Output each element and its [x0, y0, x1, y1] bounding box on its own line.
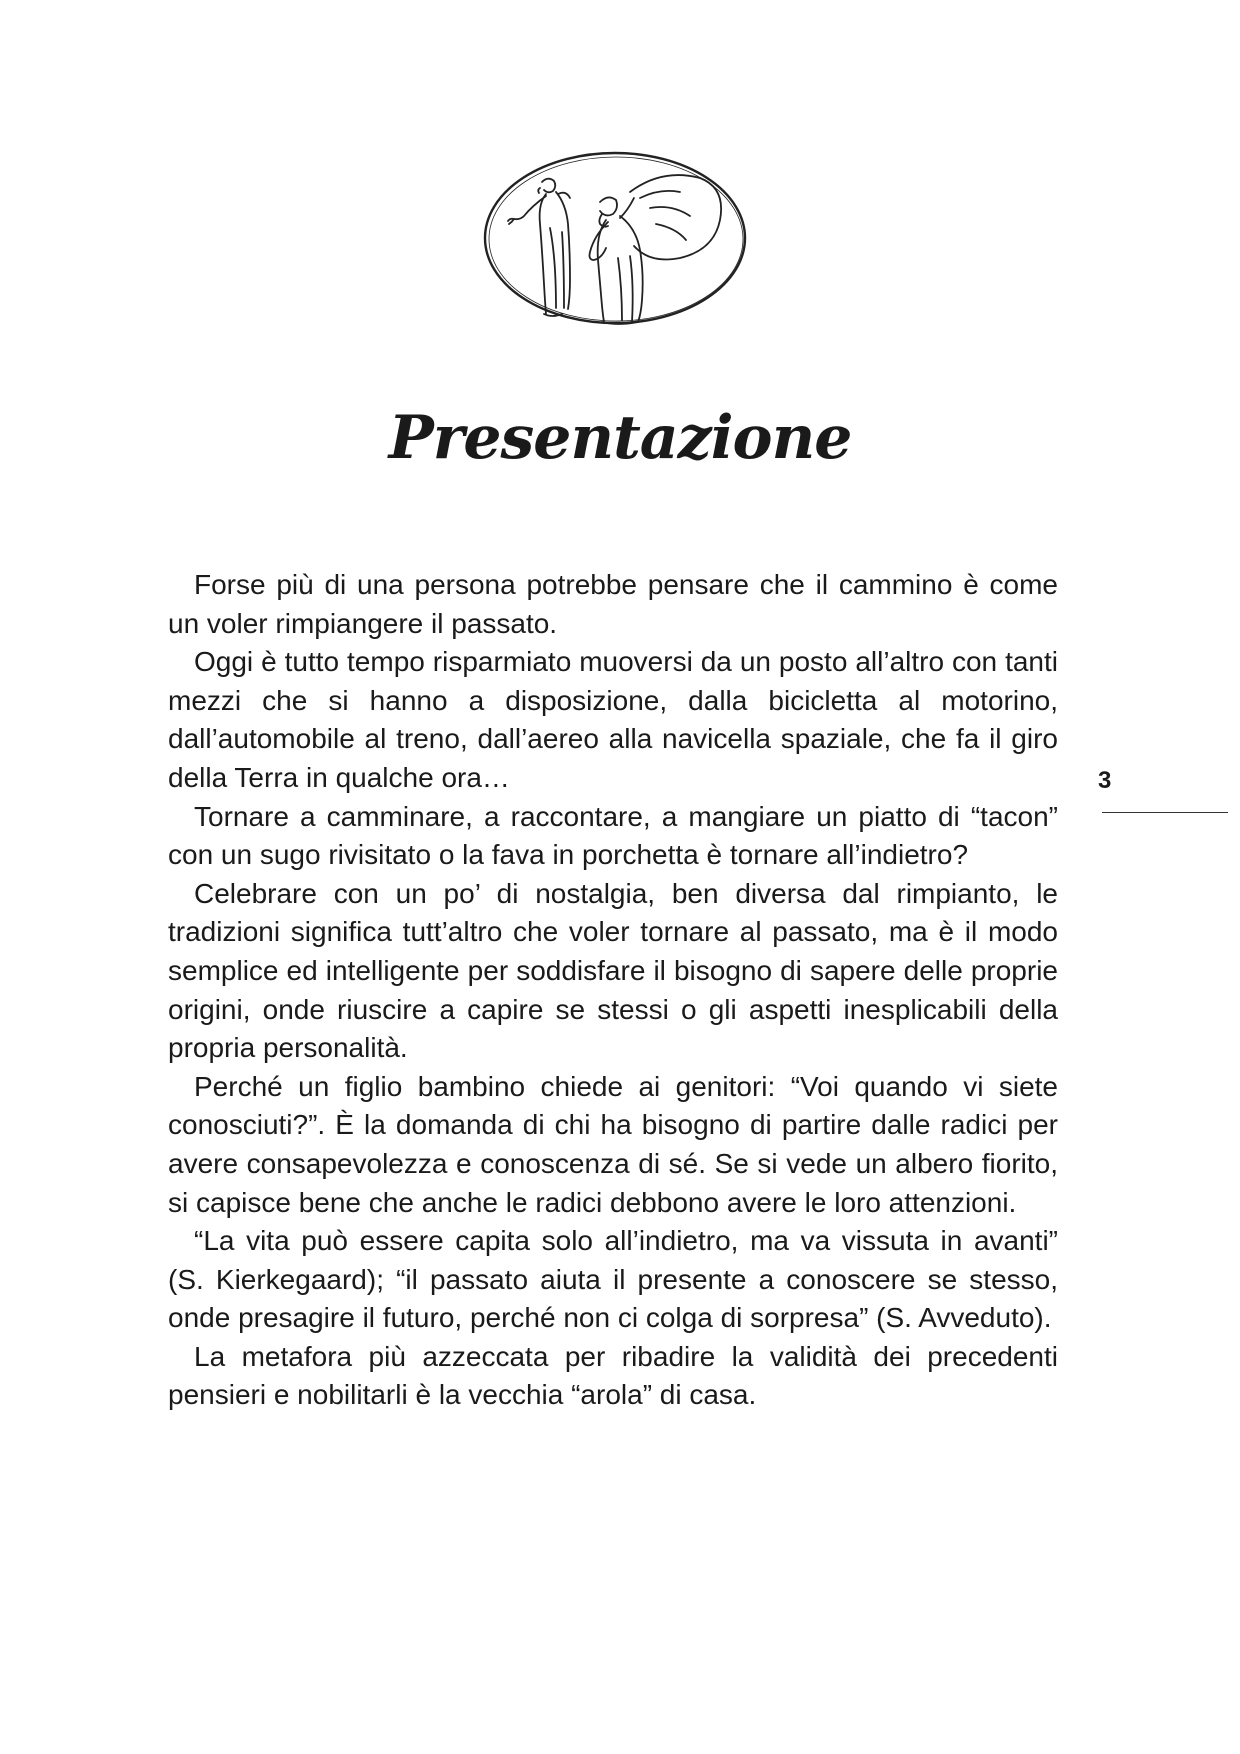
- paragraph: Forse più di una persona potrebbe pensare che il cammino è come un voler rimpiangere il passato.: [168, 569, 1058, 639]
- paragraph: Tornare a camminare, a raccontare, a mangiare un piatto di “tacon” con un sugo rivisitato o la fava in porchetta è tornare all’indietro?: [168, 800, 1058, 871]
- paragraph: Perché un figlio bambino chiede ai genitori: “Voi quando vi siete conosciuti?”. È la domanda di chi ha bisogno di partire dalle radici per avere consapevolezza e conoscenza di sé. Se si vede un albero fiorito, si capisce bene che anche le radici debbono avere le loro attenzioni.: [168, 1070, 1058, 1218]
- paragraph: Oggi è tutto tempo risparmiato muoversi da un posto all’altro con tanti mezzi che si hanno a disposizione, dalla bicicletta al motorino, dall’automobile al treno, dall’aereo alla navicella spaziale, che fa il giro della Terra in qualche ora…: [168, 646, 1058, 793]
- page-number-rule: [1102, 812, 1228, 813]
- body-text: [168, 566, 1058, 1415]
- pilgrims-illustration-icon: [480, 148, 750, 328]
- paragraph: “La vita può essere capita solo all’indietro, ma va vissuta in avanti” (S. Kierkegaard); “il passato aiuta il presente a conoscere se stesso, onde presagire il futuro, perché non ci colga di sorpresa” (S. Avveduto).: [168, 1225, 1058, 1334]
- page-number: 3: [1098, 767, 1112, 794]
- paragraph: Celebrare con un po’ di nostalgia, ben diversa dal rimpianto, le tradizioni significa tutt’altro che voler tornare al passato, ma è il modo semplice ed intelligente per soddisfare il bisogno di sapere delle proprie origini, onde riuscire a capire se stessi o gli aspetti inesplicabili della propria personalità.: [168, 877, 1058, 1064]
- page-title: Presentazione: [388, 403, 852, 473]
- paragraph: La metafora più azzeccata per ribadire la validità dei precedenti pensieri e nobilitarli è la vecchia “arola” di casa.: [168, 1340, 1058, 1411]
